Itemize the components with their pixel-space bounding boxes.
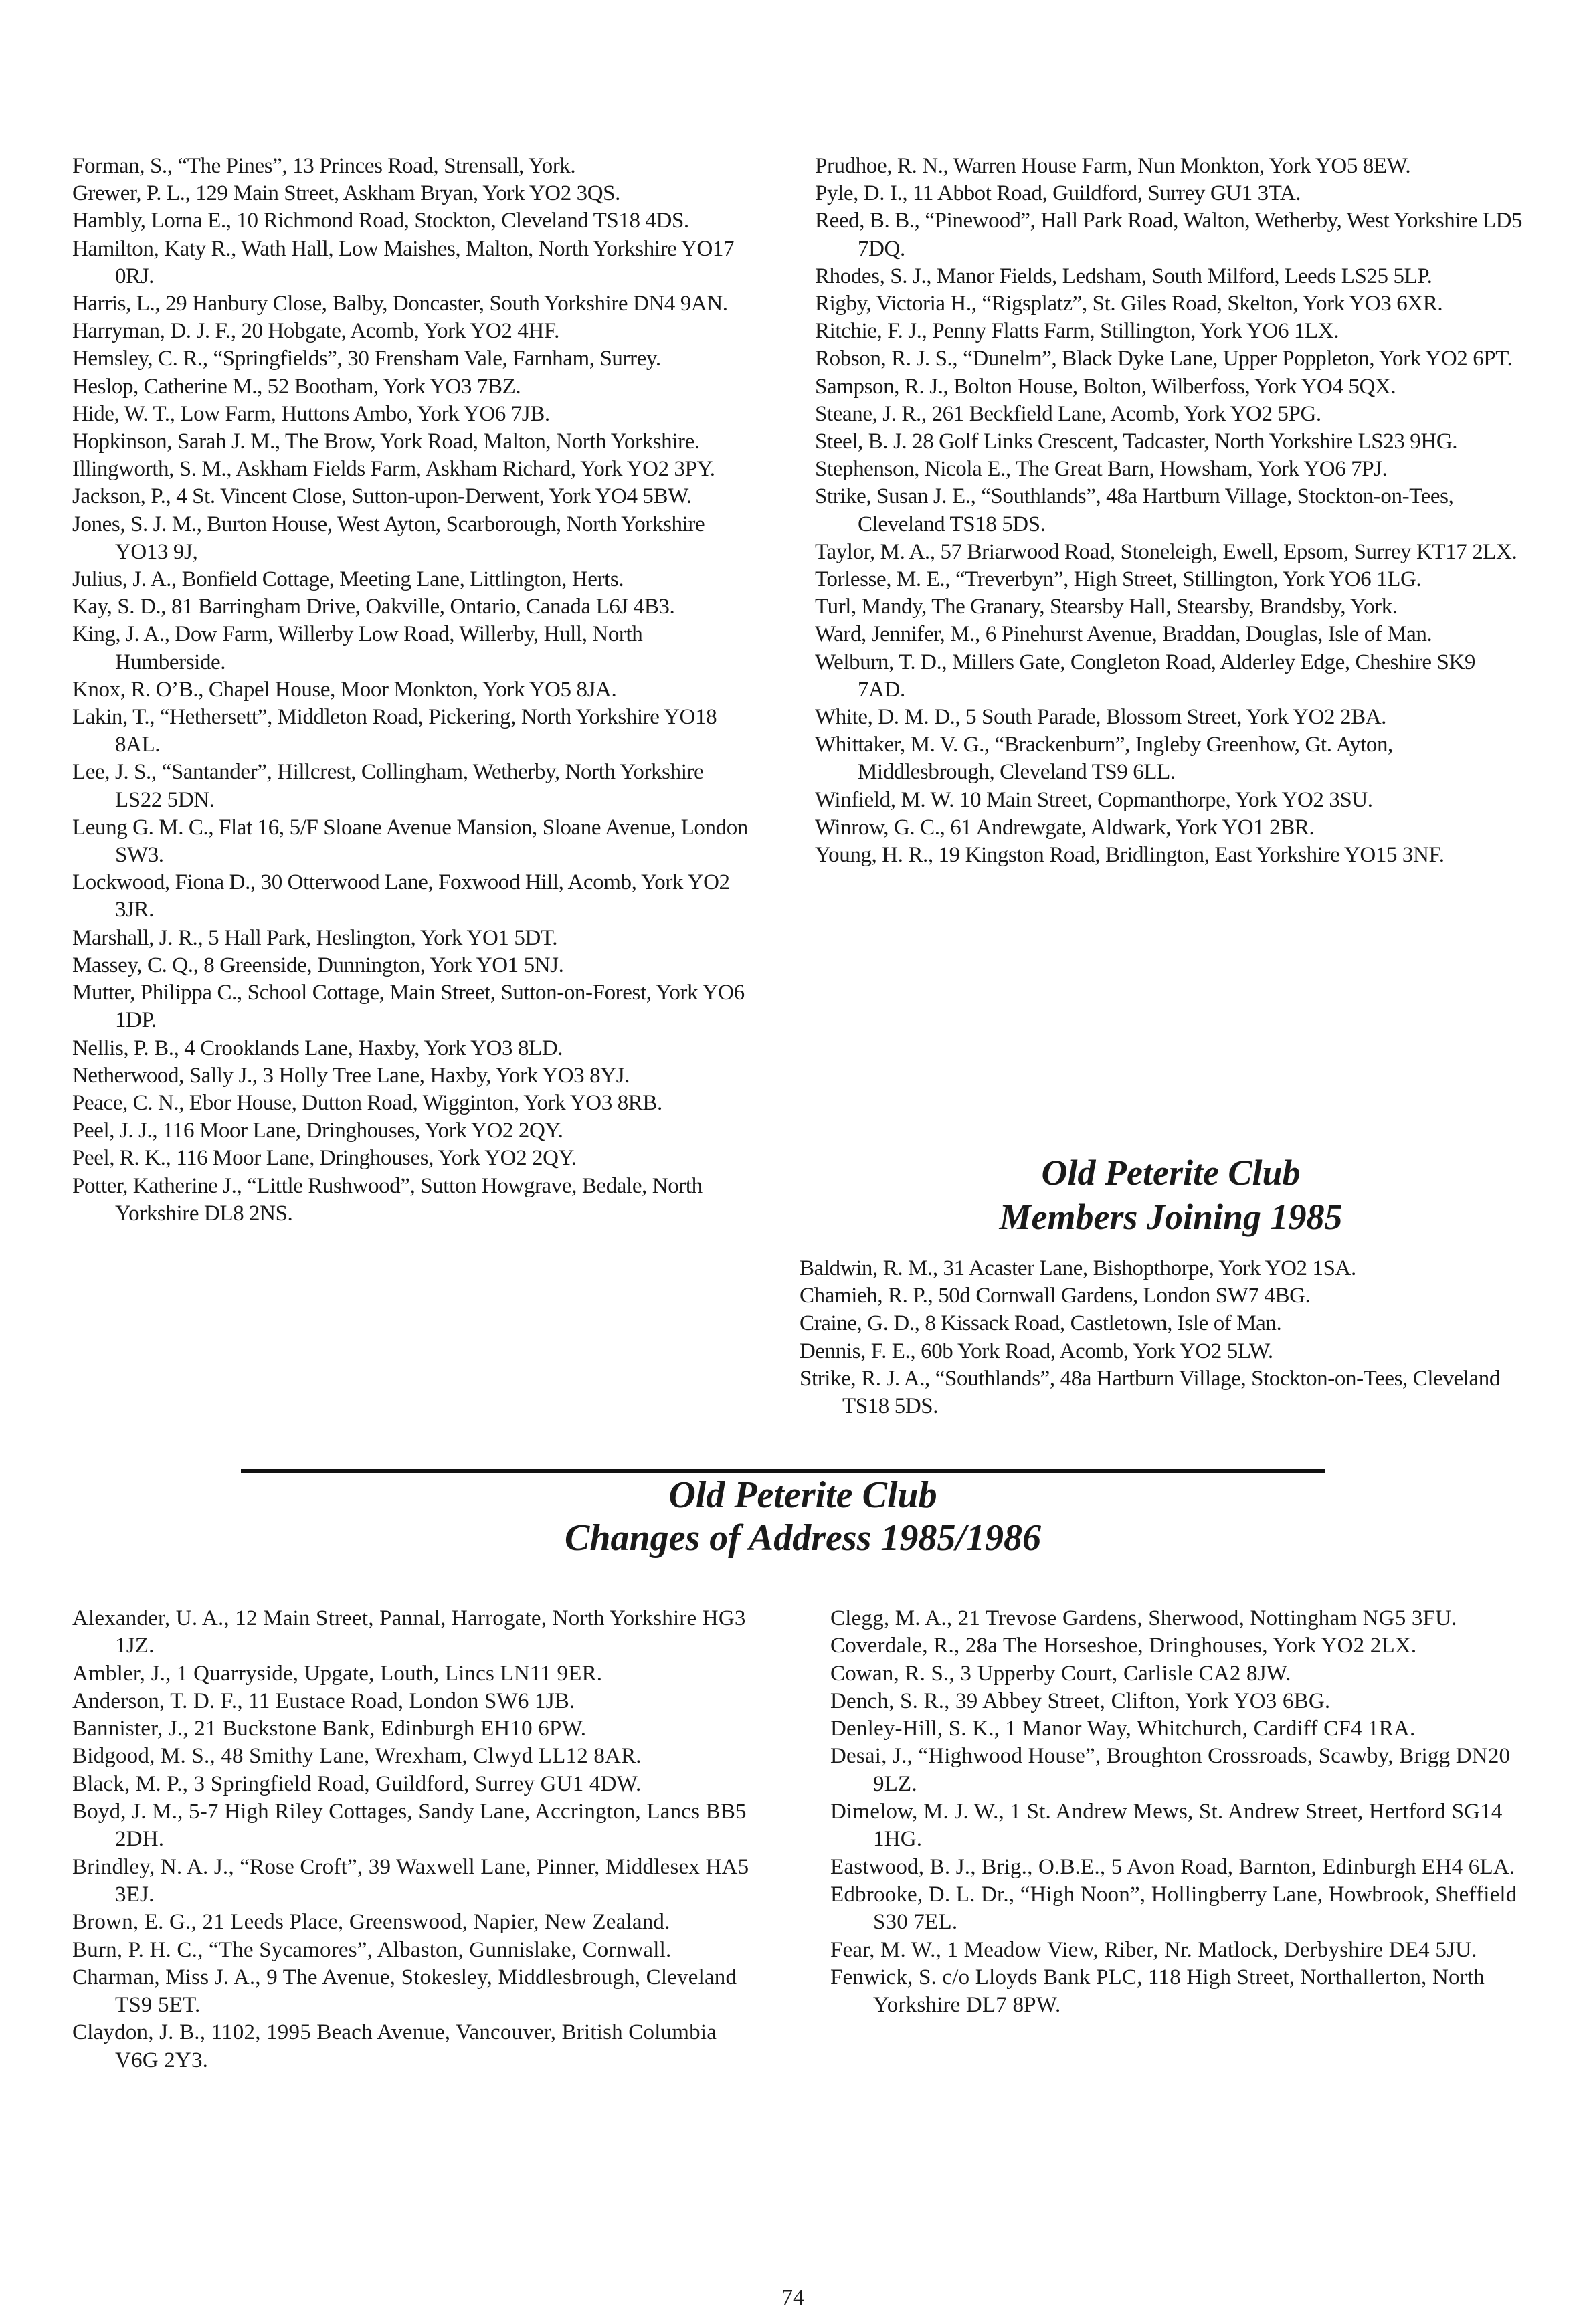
address-entry: Torlesse, M. E., “Treverbyn”, High Street, Stillington, York YO6 1LG. [815,567,1422,592]
address-entry: Peel, J. J., 116 Moor Lane, Dringhouses, York YO2 2QY. [72,1119,563,1143]
address-entry: Reed, B. B., “Pinewood”, Hall Park Road, Walton, Wetherby, West Yorkshire LD5 7DQ. [815,209,1523,261]
address-entry: Ritchie, F. J., Penny Flatts Farm, Stillington, York YO6 1LX. [815,319,1339,344]
address-entry: Sampson, R. J., Bolton House, Bolton, Wilberfoss, York YO4 5QX. [815,374,1396,399]
address-entry: Winrow, G. C., 61 Andrewgate, Aldwark, York YO1 2BR. [815,815,1315,840]
address-entry: Netherwood, Sally J., 3 Holly Tree Lane, Haxby, York YO3 8YJ. [72,1063,630,1088]
address-entry: Whittaker, M. V. G., “Brackenburn”, Ingleby Greenhow, Gt. Ayton, Middlesbrough, Cleveland TS9 6LL. [815,733,1393,785]
address-entry: Turl, Mandy, The Granary, Stearsby Hall, Stearsby, Brandsby, York. [815,595,1398,619]
address-entry: Burn, P. H. C., “The Sycamores”, Albaston, Gunnislake, Cornwall. [72,1937,672,1962]
address-entry: Dennis, F. E., 60b York Road, Acomb, York YO2 5LW. [800,1339,1273,1363]
address-entry: Baldwin, R. M., 31 Acaster Lane, Bishopthorpe, York YO2 1SA. [800,1256,1356,1280]
address-entry: Winfield, M. W. 10 Main Street, Copmanthorpe, York YO2 3SU. [815,787,1373,812]
address-entry: Cowan, R. S., 3 Upperby Court, Carlisle CA2 8JW. [830,1661,1291,1686]
address-entry: Nellis, P. B., 4 Crooklands Lane, Haxby, York YO3 8LD. [72,1036,563,1060]
address-entry: Chamieh, R. P., 50d Cornwall Gardens, London SW7 4BG. [800,1284,1311,1309]
address-entry: Claydon, J. B., 1102, 1995 Beach Avenue, Vancouver, British Columbia V6G 2Y3. [72,2020,717,2072]
address-entry: Bidgood, M. S., 48 Smithy Lane, Wrexham, Clwyd LL12 8AR. [72,1744,642,1769]
address-entry: Craine, G. D., 8 Kissack Road, Castletown, Isle of Man. [800,1311,1282,1336]
address-entry: King, J. A., Dow Farm, Willerby Low Road, Willerby, Hull, North Humberside. [72,622,643,674]
top-right-column [815,153,1524,869]
address-entry: Brindley, N. A. J., “Rose Croft”, 39 Waxwell Lane, Pinner, Middlesex HA5 3EJ. [72,1854,749,1907]
address-entry: Lockwood, Fiona D., 30 Otterwood Lane, Foxwood Hill, Acomb, York YO2 3JR. [72,870,730,923]
address-entry: Coverdale, R., 28a The Horseshoe, Dringhouses, York YO2 2LX. [830,1634,1417,1658]
address-entry: Pyle, D. I., 11 Abbot Road, Guildford, Surrey GU1 3TA. [815,181,1301,206]
address-entry: Denley-Hill, S. K., 1 Manor Way, Whitchurch, Cardiff CF4 1RA. [830,1717,1416,1741]
address-entry: Lee, J. S., “Santander”, Hillcrest, Collingham, Wetherby, North Yorkshire LS22 5DN. [72,760,704,812]
address-entry: Black, M. P., 3 Springfield Road, Guildford, Surrey GU1 4DW. [72,1771,642,1796]
address-entry: Edbrooke, D. L. Dr., “High Noon”, Hollingberry Lane, Howbrook, Sheffield S30 7EL. [830,1882,1517,1935]
members-joining-title-line1: Old Peterite Club [1041,1153,1301,1193]
address-entry: Bannister, J., 21 Buckstone Bank, Edinburgh EH10 6PW. [72,1717,587,1741]
address-entry: Marshall, J. R., 5 Hall Park, Heslington, York YO1 5DT. [72,925,558,950]
address-entry: Charman, Miss J. A., 9 The Avenue, Stokesley, Middlesbrough, Cleveland TS9 5ET. [72,1965,737,2018]
address-entry: White, D. M. D., 5 South Parade, Blossom Street, York YO2 2BA. [815,705,1386,730]
address-entry: Rigby, Victoria H., “Rigsplatz”, St. Giles Road, Skelton, York YO3 6XR. [815,292,1443,316]
address-entry: Dimelow, M. J. W., 1 St. Andrew Mews, St. Andrew Street, Hertford SG14 1HG. [830,1800,1503,1852]
address-entry: Eastwood, B. J., Brig., O.B.E., 5 Avon Road, Barnton, Edinburgh EH4 6LA. [830,1854,1515,1879]
address-entry: Harryman, D. J. F., 20 Hobgate, Acomb, York YO2 4HF. [72,319,560,344]
address-entry: Jackson, P., 4 St. Vincent Close, Sutton-upon-Derwent, York YO4 5BW. [72,484,692,509]
address-entry: Hemsley, C. R., “Springfields”, 30 Frensham Vale, Farnham, Surrey. [72,347,661,371]
address-entry: Desai, J., “Highwood House”, Broughton Crossroads, Scawby, Brigg DN20 9LZ. [830,1744,1511,1796]
address-entry: Hide, W. T., Low Farm, Huttons Ambo, York YO6 7JB. [72,401,550,426]
address-entry: Dench, S. R., 39 Abbey Street, Clifton, York YO3 6BG. [830,1688,1331,1713]
address-entry: Peel, R. K., 116 Moor Lane, Dringhouses, York YO2 2QY. [72,1146,577,1171]
changes-right-column [830,1605,1519,2019]
address-entry: Anderson, T. D. F., 11 Eustace Road, London SW6 1JB. [72,1688,575,1713]
address-entry: Knox, R. O’B., Chapel House, Moor Monkton, York YO5 8JA. [72,677,617,702]
address-entry: Julius, J. A., Bonfield Cottage, Meeting Lane, Littlington, Herts. [72,567,624,592]
changes-title-line1: Old Peterite Club [668,1474,937,1516]
members-joining-list [800,1255,1525,1420]
address-entry: Illingworth, S. M., Askham Fields Farm, Askham Richard, York YO2 3PY. [72,457,715,482]
members-joining-title-line2: Members Joining 1985 [999,1197,1343,1237]
address-entry: Grewer, P. L., 129 Main Street, Askham Bryan, York YO2 3QS. [72,181,620,206]
address-entry: Steane, J. R., 261 Beckfield Lane, Acomb, York YO2 5PG. [815,401,1321,426]
address-entry: Strike, R. J. A., “Southlands”, 48a Hartburn Village, Stockton-on-Tees, Cleveland TS18 5DS. [800,1366,1500,1419]
address-entry: Fenwick, S. c/o Lloyds Bank PLC, 118 High Street, Northallerton, North Yorkshire DL7 8PW. [830,1965,1485,2018]
address-entry: Hamilton, Katy R., Wath Hall, Low Maishes, Malton, North Yorkshire YO17 0RJ. [72,236,735,288]
address-entry: Kay, S. D., 81 Barringham Drive, Oakville, Ontario, Canada L6J 4B3. [72,595,675,619]
address-entry: Steel, B. J. 28 Golf Links Crescent, Tadcaster, North Yorkshire LS23 9HG. [815,429,1458,454]
address-entry: Hambly, Lorna E., 10 Richmond Road, Stockton, Cleveland TS18 4DS. [72,209,689,233]
address-entry: Strike, Susan J. E., “Southlands”, 48a Hartburn Village, Stockton-on-Tees, Cleveland TS18 5DS. [815,484,1454,537]
address-entry: Harris, L., 29 Hanbury Close, Balby, Doncaster, South Yorkshire DN4 9AN. [72,292,728,316]
address-entry: Hopkinson, Sarah J. M., The Brow, York Road, Malton, North Yorkshire. [72,429,700,454]
changes-left-column [72,1605,761,2074]
section-divider [241,1469,1325,1473]
address-entry: Young, H. R., 19 Kingston Road, Bridlington, East Yorkshire YO15 3NF. [815,843,1444,868]
top-left-column [72,153,755,1228]
address-entry: Welburn, T. D., Millers Gate, Congleton Road, Alderley Edge, Cheshire SK9 7AD. [815,650,1476,702]
address-entry: Ambler, J., 1 Quarryside, Upgate, Louth, Lincs LN11 9ER. [72,1661,603,1686]
address-entry: Alexander, U. A., 12 Main Street, Pannal, Harrogate, North Yorkshire HG3 1JZ. [72,1606,746,1658]
address-entry: Fear, M. W., 1 Meadow View, Riber, Nr. Matlock, Derbyshire DE4 5JU. [830,1937,1477,1962]
address-entry: Clegg, M. A., 21 Trevose Gardens, Sherwood, Nottingham NG5 3FU. [830,1606,1457,1630]
address-entry: Brown, E. G., 21 Leeds Place, Greenswood, Napier, New Zealand. [72,1910,670,1935]
changes-of-address-heading [335,1474,1271,1559]
address-entry: Heslop, Catherine M., 52 Bootham, York YO3 7BZ. [72,374,521,399]
changes-title-line2: Changes of Address 1985/1986 [564,1517,1041,1559]
address-entry: Taylor, M. A., 57 Briarwood Road, Stoneleigh, Ewell, Epsom, Surrey KT17 2LX. [815,539,1517,564]
address-entry: Peace, C. N., Ebor House, Dutton Road, Wigginton, York YO3 8RB. [72,1090,662,1115]
address-entry: Robson, R. J. S., “Dunelm”, Black Dyke Lane, Upper Poppleton, York YO2 6PT. [815,347,1513,371]
address-entry: Ward, Jennifer, M., 6 Pinehurst Avenue, Braddan, Douglas, Isle of Man. [815,622,1432,647]
address-entry: Massey, C. Q., 8 Greenside, Dunnington, York YO1 5NJ. [72,953,564,977]
address-entry: Potter, Katherine J., “Little Rushwood”, Sutton Howgrave, Bedale, North Yorkshire DL8 2NS. [72,1173,703,1226]
page-number: 74 [781,2285,804,2310]
address-entry: Boyd, J. M., 5-7 High Riley Cottages, Sandy Lane, Accrington, Lancs BB5 2DH. [72,1800,747,1852]
address-entry: Lakin, T., “Hethersett”, Middleton Road, Pickering, North Yorkshire YO18 8AL. [72,705,717,757]
address-entry: Prudhoe, R. N., Warren House Farm, Nun Monkton, York YO5 8EW. [815,154,1411,178]
address-entry: Jones, S. J. M., Burton House, West Ayton, Scarborough, North Yorkshire YO13 9J, [72,512,705,564]
address-entry: Forman, S., “The Pines”, 13 Princes Road, Strensall, York. [72,154,576,178]
address-entry: Leung G. M. C., Flat 16, 5/F Sloane Avenue Mansion, Sloane Avenue, London SW3. [72,815,748,868]
address-entry: Mutter, Philippa C., School Cottage, Main Street, Sutton-on-Forest, York YO6 1DP. [72,981,745,1033]
members-joining-heading [870,1151,1472,1239]
address-entry: Stephenson, Nicola E., The Great Barn, Howsham, York YO6 7PJ. [815,457,1388,482]
address-entry: Rhodes, S. J., Manor Fields, Ledsham, South Milford, Leeds LS25 5LP. [815,264,1432,288]
